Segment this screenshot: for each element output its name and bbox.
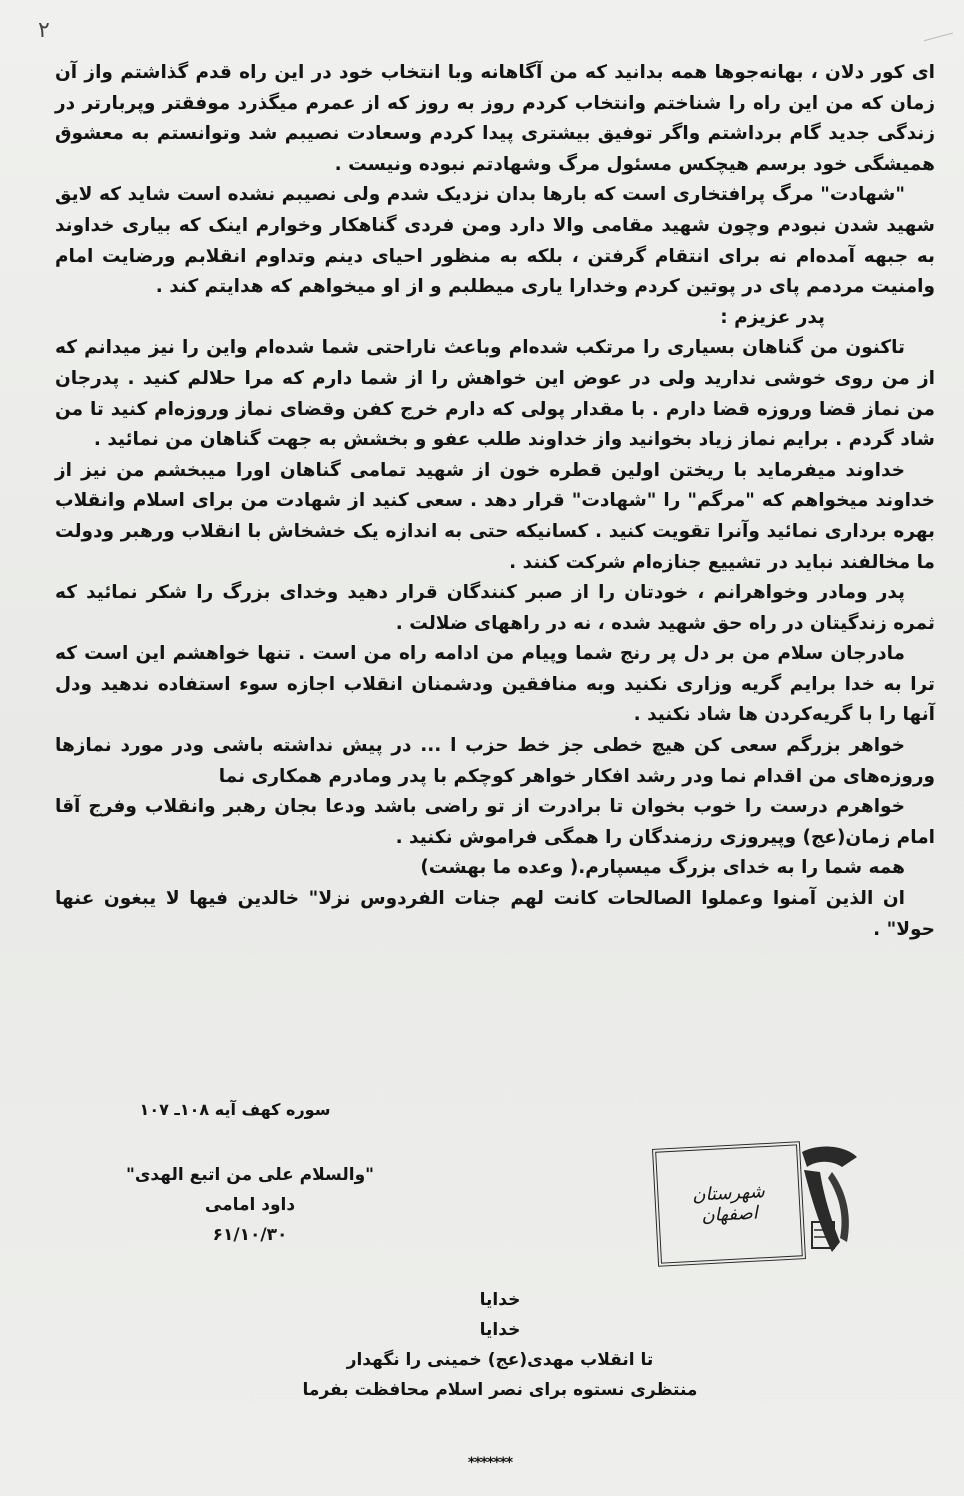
paragraph: پدر ومادر وخواهرانم ، خودتان را از صبر کنندگان قرار دهید وخدای بزرگ را شکر نمائید که ثمره زندگیتان در راه حق شهید شده ، نه در راههای ضلالت . [55,582,935,634]
stamp-box [652,1141,806,1267]
paragraph: همه شما را به خدای بزرگ میسپارم.( وعده ما بهشت) [420,857,905,879]
end-marker: ******* [467,1455,513,1471]
closing-prayer [200,1285,800,1405]
paragraph: تاکنون من گناهان بسیاری را مرتکب شده‌ام وباعث ناراحتی شما شده‌ام واین را نیز میدانم که از من روی خوشی ندارید ولی در عوض این خواهش را از شما دارم که مرا حلالم کنید . پدرجان من نماز قضا وروزه قضا دارم . با مقدار پولی که دارم خرج کفن وقضای نماز وروزه‌ام کنید تا من شاد گردم . برایم نماز زیاد بخوانید واز خداوند طلب عفو و بخشش به جهت گناهان من نمائید . [55,337,935,451]
prayer-line: خدایا [479,1320,521,1340]
emblem-icon [792,1142,862,1262]
prayer-line: منتظری نستوه برای نصر اسلام محافظت بفرما [302,1380,698,1400]
paragraph: خواهر بزرگم سعی کن هیچ خطی جز خط حزب ا ... در پیش نداشته باشی ودر مورد نمازها وروزه‌های من اقدام نما ودر رشد افکار خواهر کوچکم با پدر ومادرم همکاری نما [55,735,935,787]
letter-body [55,58,935,945]
paper-fold-mark [924,32,958,60]
signature-name: داود امامی [204,1195,296,1215]
paragraph: ای کور دلان ، بهانه‌جوها همه بدانید که من آگاهانه وبا انتخاب خود در این راه قدم گذاشتم واز آن زمان که من این راه را شناختم وانتخاب کردم روز به روز که از عمرم میگذرد موفقتر وپربارتر در زندگی جدید گام برداشتم واگر توفیق بیشتری پیدا کردم وسعادت نصیبم شد وتوانستم به معشوق همیشگی خود برسم هیچکس مسئول مرگ وشهادتم نبوده ونیست . [55,62,935,175]
paragraph: خداوند میفرماید با ریختن اولین قطره خون از شهید تمامی گناهان اورا میبخشم من نیز از خداوند میخواهم که "مرگم" را "شهادت" قرار دهد . سعی کنید از شهادت من برای اسلام وانقلاب بهره برداری نمائید وآنرا تقویت کنید . کسانیکه حتی به اندازه یک خشخاش با انقلاب ورهبر ودولت ما مخالفند نباید در تشییع جنازه‌ام شرکت کنند . [55,459,935,573]
prayer-line: تا انقلاب مهدی(عج) خمینی را نگهدار [346,1350,654,1370]
letter-date: ۶۱/۱۰/۳۰ [212,1225,288,1245]
quran-verse: ان الذین آمنوا وعملوا الصالحات کانت لهم جنات الفردوس نزلا" خالدین فیها لا یبغون عنها حولا" . [55,888,935,940]
paragraph: "شهادت" مرگ پرافتخاری است که بارها بدان نزدیک شدم ولی نصیبم نشده است شاید که لایق شهید شدن نبودم وچون شهید مقامی والا دارد ومن فردی گناهکار وخوارم اینک که بیاری خداوند به جبهه آمده‌ام نه برای انتقام گرفتن ، بلکه به منظور احیای دینم وتداوم انقلابم ورضایت امام وامنیت مردمم پای در پوتین کردم وخدارا یاری میطلبم و از او میخواهم که هدایتم کند . [55,184,935,298]
closing-salam: "والسلام علی من اتبع الهدی" [125,1165,374,1185]
salutation: پدر عزیزم : [720,306,825,328]
paragraph: خواهرم درست را خوب بخوان تا برادرت از تو راضی باشد ودعا بجان رهبر وانقلاب وفرج آقا امام زمان(عج) وپیروزی رزمندگان را همگی فراموش نکنید . [55,796,935,848]
stamp-line: اصفهان [700,1202,759,1227]
paragraph: مادرجان سلام من بر دل پر رنج شما وپیام من ادامه راه من است . تنها خواهشم این است که ترا به خدا برایم گریه وزاری نکنید وبه منافقین ودشمنان انقلاب اجازه سوء استفاده ندهید ودل آنها را با گریه‌کردن ها شاد نکنید . [55,643,935,726]
official-stamp [650,1140,860,1270]
page-number-mark: ۲ [38,18,50,43]
stamp-line: شهرستان [691,1181,766,1206]
sura-reference: سوره کهف آیه ۱۰۸ـ ۱۰۷ [139,1100,331,1119]
prayer-line: خدایا [479,1290,521,1310]
closing-block [100,1160,400,1250]
